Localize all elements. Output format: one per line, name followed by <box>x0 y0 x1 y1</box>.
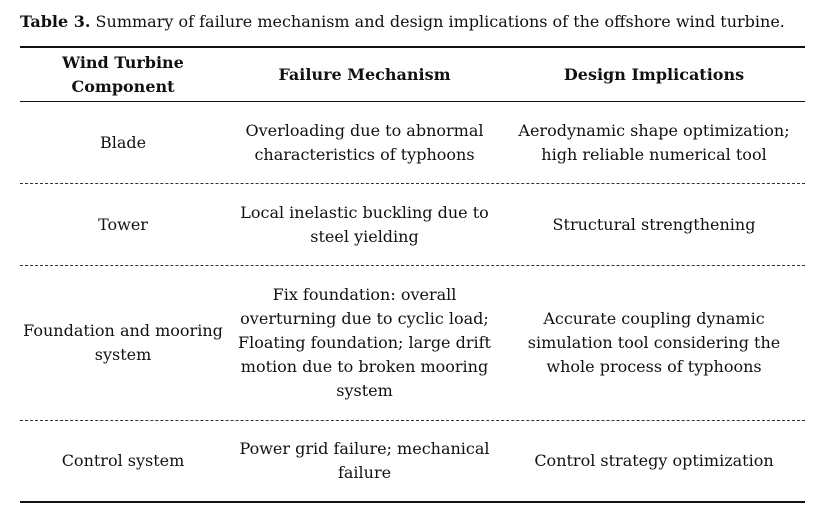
cell-line: steel yielding <box>310 226 419 246</box>
cell-line: Floating foundation; large drift <box>238 333 491 352</box>
header-design-implications <box>503 63 805 87</box>
table-header-row <box>20 48 805 101</box>
table-row-blade <box>20 102 805 183</box>
cell-design <box>503 213 805 237</box>
cell-line: characteristics of typhoons <box>254 144 475 164</box>
cell-line: Control strategy optimization <box>534 451 774 470</box>
cell-component <box>20 213 226 237</box>
cell-line: Power grid failure; mechanical <box>239 439 490 458</box>
table-row-tower <box>20 184 805 265</box>
cell-line: simulation tool considering the <box>527 333 781 352</box>
header-failure-line: Failure Mechanism <box>278 64 451 84</box>
cell-line: Blade <box>99 132 147 152</box>
cell-component <box>20 449 226 473</box>
cell-design <box>503 449 805 473</box>
cell-line: system <box>94 345 152 364</box>
header-design-line: Design Implications <box>563 64 745 84</box>
summary-table <box>20 46 805 503</box>
cell-design <box>503 307 805 379</box>
cell-design <box>503 119 805 167</box>
cell-failure <box>226 201 503 249</box>
header-failure-mechanism <box>226 63 503 87</box>
header-component-line: Component <box>71 76 175 96</box>
cell-line: Control system <box>61 451 185 470</box>
table-bottom-rule <box>20 501 805 503</box>
cell-line: high reliable numerical tool <box>541 144 767 164</box>
cell-line: failure <box>337 463 392 482</box>
cell-line: Aerodynamic shape optimization; <box>518 120 790 140</box>
table-caption-text: Summary of failure mechanism and design implications of the offshore wind turbine. <box>90 12 785 31</box>
cell-failure <box>226 437 503 485</box>
cell-line: Structural strengthening <box>552 214 756 234</box>
table-row-foundation <box>20 266 805 420</box>
cell-component <box>20 131 226 155</box>
cell-component <box>20 319 226 367</box>
cell-line: system <box>336 381 393 400</box>
header-component-line: Wind Turbine <box>62 52 184 72</box>
table-caption-label: Table 3. <box>20 12 91 31</box>
cell-line: overturning due to cyclic load; <box>240 309 489 328</box>
cell-line: motion due to broken mooring <box>240 357 489 376</box>
cell-line: Fix foundation: overall <box>272 285 457 304</box>
cell-failure <box>226 119 503 167</box>
table-row-control <box>20 421 805 501</box>
cell-failure <box>226 283 503 403</box>
cell-line: whole process of typhoons <box>546 357 762 376</box>
cell-line: Tower <box>98 214 148 234</box>
cell-line: Accurate coupling dynamic <box>543 309 765 328</box>
cell-line: Local inelastic buckling due to <box>240 202 489 222</box>
header-component <box>20 51 226 99</box>
cell-line: Foundation and mooring <box>23 321 223 340</box>
cell-line: Overloading due to abnormal <box>245 120 484 140</box>
table-caption <box>20 11 785 33</box>
